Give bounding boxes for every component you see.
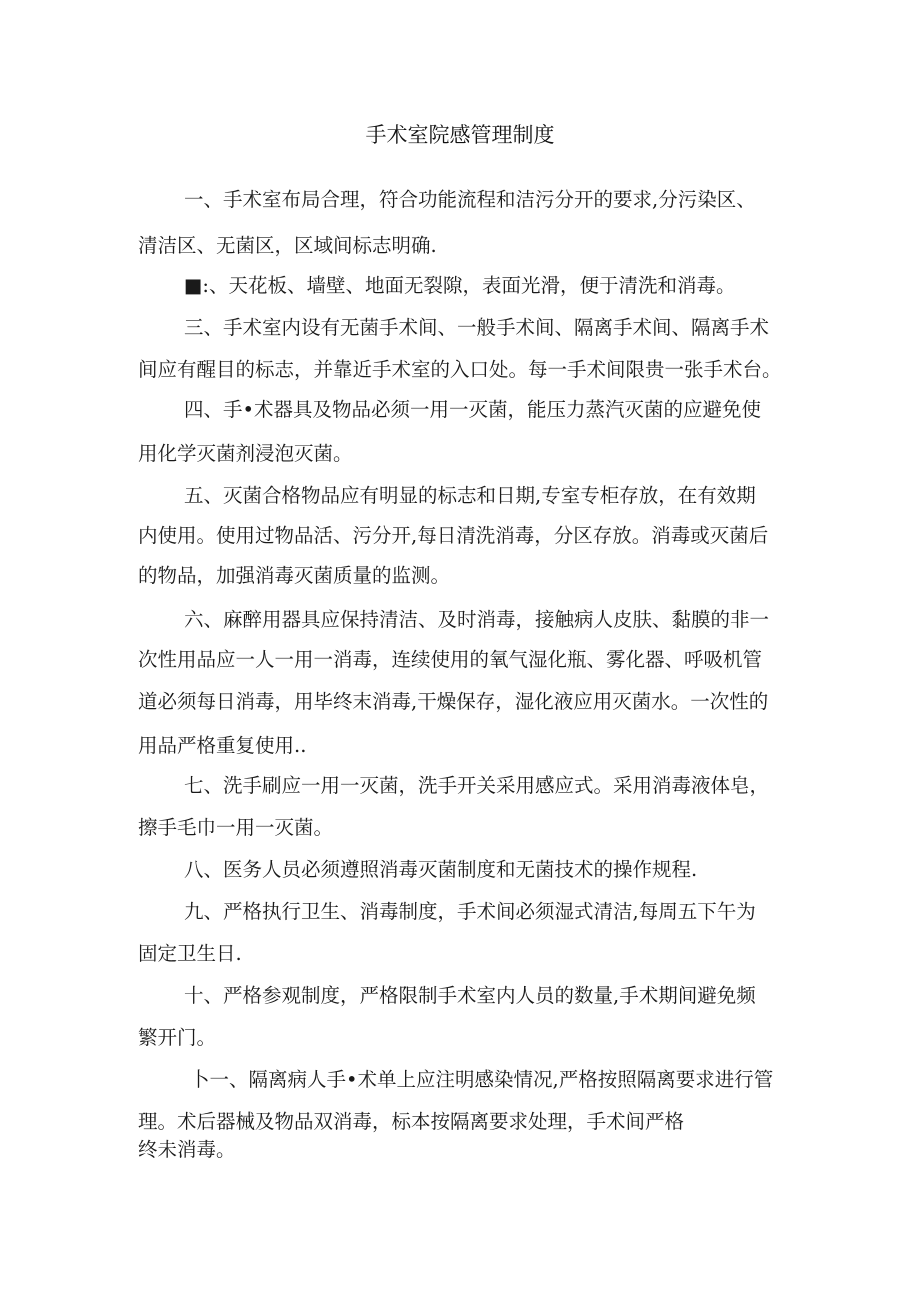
- para-11-line-1: 卜一、隔离病人手•术单上应注明感染情况,严格按照隔离要求进行管: [190, 1068, 774, 1091]
- para-6-line-2: 次性用品应一人一用一消毒，连续使用的氧气湿化瓶、雾化器、呼吸机管: [138, 648, 763, 671]
- para-1-line-1: 一、手术室布局合理，符合功能流程和洁污分开的要求,分污染区、: [184, 188, 756, 211]
- para-4-line-2: 用化学灭菌剂浸泡灭菌。: [138, 442, 353, 465]
- para-3-line-1: 三、手术室内设有无菌手术间、一般手术间、隔离手术间、隔离手术: [184, 316, 770, 339]
- para-2-line-1: ■:、天花板、墙壁、地面无裂隙，表面光滑，便于清洗和消毒。: [184, 274, 736, 297]
- para-1-line-2: 清洁区、无菌区，区域间标志明确.: [138, 234, 437, 257]
- para-5-line-1: 五、灭菌合格物品应有明显的标志和日期,专室专柜存放，在有效期: [184, 484, 756, 507]
- para-6-line-4: 用品严格重复使用..: [138, 734, 307, 757]
- para-5-line-3: 的物品，加强消毒灭菌质量的监测。: [138, 564, 451, 587]
- document-title: 手术室院感管理制度: [365, 123, 555, 147]
- para-6-line-1: 六、麻醉用器具应保持清洁、及时消毒，接触病人皮肤、黏膜的非一: [184, 608, 770, 631]
- para-9-line-1: 九、严格执行卫生、消毒制度，手术间必须湿式清洁,每周五下午为: [184, 900, 756, 923]
- para-11-line-3: 终未消毒。: [138, 1138, 236, 1161]
- para-7-line-2: 擦手毛巾一用一灭菌。: [138, 816, 334, 839]
- para-5-line-2: 内使用。使用过物品活、污分开,每日清洗消毒，分区存放。消毒或灭菌后: [138, 524, 769, 547]
- para-7-line-1: 七、洗手刷应一用一灭菌，洗手开关采用感应式。采用消毒液体皂，: [184, 774, 770, 797]
- para-9-line-2: 固定卫生日.: [138, 942, 242, 965]
- para-11-line-2: 理。术后器械及物品双消毒，标本按隔离要求处理，手术间严格: [138, 1110, 685, 1133]
- para-8-line-1: 八、医务人员必须遵照消毒灭菌制度和无菌技术的操作规程.: [184, 858, 698, 881]
- para-3-line-2: 间应有醒目的标志，并靠近手术室的入口处。每一手术间限贵一张手术台。: [138, 358, 782, 381]
- para-6-line-3: 道必须每日消毒，用毕终末消毒,干燥保存，湿化液应用灭菌水。一次性的: [138, 690, 769, 713]
- para-10-line-2: 繁开门。: [138, 1026, 217, 1049]
- para-4-line-1: 四、手•术器具及物品必须一用一灭菌，能压力蒸汽灭菌的应避免使: [184, 398, 762, 421]
- para-10-line-1: 十、严格参观制度，严格限制手术室内人员的数量,手术期间避免频: [184, 984, 756, 1007]
